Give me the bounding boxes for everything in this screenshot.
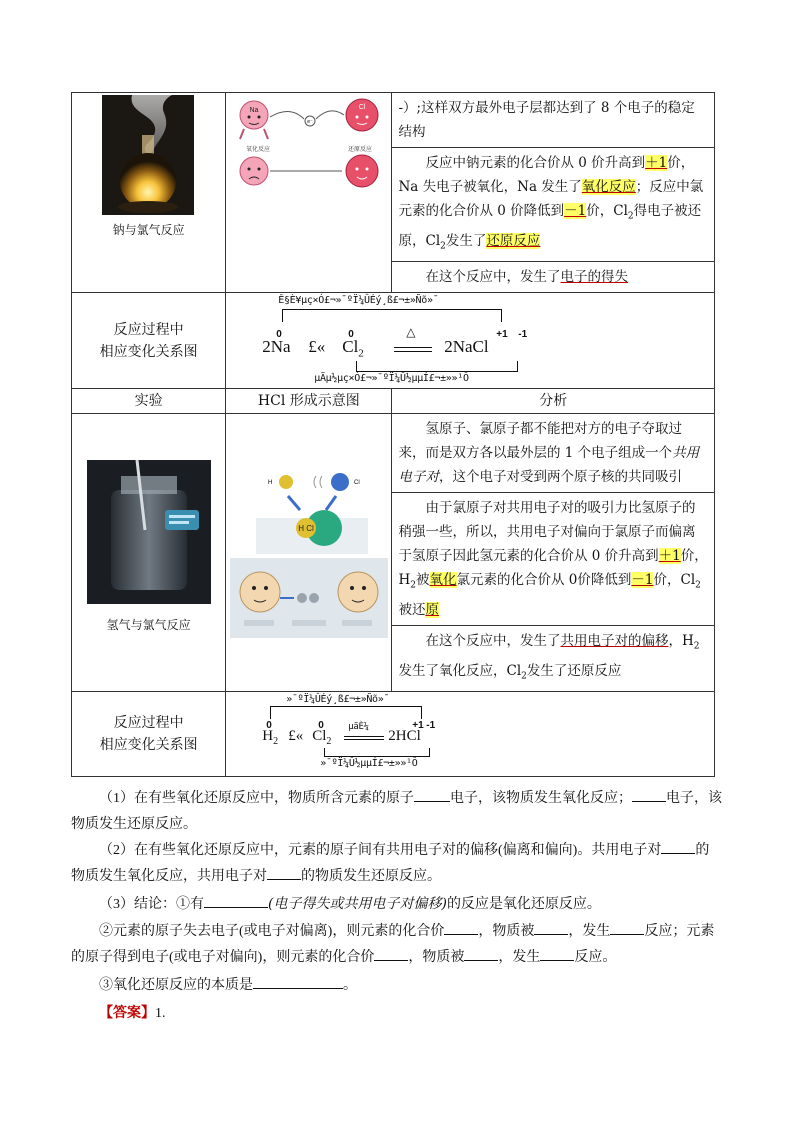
nacl-formation-diagram [230,95,390,195]
blank-q1-b[interactable] [632,787,666,802]
hcl-formation-diagram-cell [226,414,392,692]
na-atom-label-top: Na [249,107,259,114]
sodium-caption: 钠与氯气反应 [112,223,185,237]
h-atom-label: H [268,480,273,487]
header-analysis: 分析 [392,389,715,414]
hcl-eq-condition: µãÈ¼ [348,722,369,733]
sodium-photo-cell [72,93,226,293]
sodium-process-label: 反应过程中 相应变化关系图 [72,293,226,389]
sodium-eq-bottom-text: µÃµ½µç×Ó£¬»¯ºÏ¼Û½µµÍ£¬±»»¹Ô [314,373,469,385]
sodium-analysis-2: 反应中钠元素的化合价从 0 价升高到＋1价，Na 失电子被氧化，Na 发生了氧化反应；反应中氯元素的化合价从 0 价降低到－1价，$Cl_2$得电子被还原，$Cl_2$发生了还原反应 [392,148,714,262]
hcl-analysis-3: 在这个反应中，发生了共用电子对的偏移，$H_2$ 发生了氧化反应，$Cl_2$发生了还原反应 [398,633,700,682]
answer-label: 【答案】 [99,1006,155,1021]
sodium-analysis-1: -）;这样双方最外电子层都达到了 8 个电子的稳定结构 [392,93,714,148]
sodium-eq-reactant-na: 2Na [262,337,291,357]
answer-line [71,1001,723,1027]
header-diagram: HCl 形成示意图 [226,389,392,414]
question-3-part-3: ③氧化还原反应的本质是 。 [71,973,723,999]
blank-q3[interactable] [204,893,268,908]
blank-q5[interactable] [253,974,343,989]
blank-q2-a[interactable] [661,839,695,854]
hcl-jar-photo [87,460,211,604]
hcl-molecule-label: H Cl [298,524,315,534]
question-1: （1）在有些氧化还原反应中，物质所含元素的原子 电子，该物质发生氧化反应； 电子，该物质发生还原反应。 [71,786,723,838]
hcl-cartoon-diagram [230,558,388,638]
sodium-analysis-3: 在这个反应中，发生了电子的得失 [425,269,628,286]
sodium-row [72,93,715,293]
hcl-eq-reactant-cl: $Cl_2$ [312,728,332,748]
hcl-analysis-cell [392,414,715,692]
electron-label: e⁻ [307,119,313,125]
hcl-formation-diagram [236,468,386,554]
oxidation-label: 氧化反应 [246,146,271,153]
answer-text: 1. [155,1006,166,1021]
hcl-analysis-1: 氢原子、氯原子都不能把对方的电子夺取过来，而是双方各以最外层的 1 个电子组成一个共用电子对，这个电子对受到两个原子核的共同吸引 [392,414,714,493]
hcl-equation-cell: »¯ºÏ¼ÛÉý¸ß£¬±»Ñõ»¯ 0 0 +1 -1 $H_2$ £« $Cl_2$ µãÈ¼ 2HCl »¯ºÏ¼Û½µµÍ£¬±»»¹Ô [226,692,715,777]
blank-q4-c[interactable] [610,920,644,935]
blank-q4-f[interactable] [540,946,574,961]
blank-q2-b[interactable] [267,865,301,880]
reaction-table [71,92,715,777]
blank-q4-a[interactable] [444,920,478,935]
sodium-flask-photo [102,95,194,215]
hcl-analysis-2: 由于氯原子对共用电子对的吸引力比氢原子的稍强一些，所以，共用电子对偏向于氯原子而偏离于氢原子因此氢元素的化合价从 0 价升高到＋1价，$H_2$被氧化氯元素的化合价从 0价降低到－1价，$Cl_2$被还原 [392,493,714,626]
header-experiment: 实验 [72,389,226,414]
sodium-eq-condition: △ [406,325,416,340]
blank-q4-e[interactable] [464,946,498,961]
hcl-eq-product: 2HCl [388,728,421,745]
blank-q1-a[interactable] [414,787,450,802]
hcl-header-row [72,389,715,414]
blank-q4-b[interactable] [534,920,568,935]
hcl-photo-cell [72,414,226,692]
cl-atom-label-top: Cl [358,104,366,111]
sodium-eq-product: 2NaCl [444,337,489,357]
reduction-label: 还原反应 [348,146,373,153]
cl-atom-label: Cl [354,480,360,487]
nacl-formation-diagram-cell [226,93,392,293]
question-2: （2）在有些氧化还原反应中，元素的原子间有共用电子对的偏移(偏离和偏向)。共用电子对 的物质发生氧化反应，共用电子对 的物质发生还原反应。 [71,838,723,890]
question-3-part-2: ②元素的原子失去电子(或电子对偏离)，则元素的化合价 ，物质被 ，发生 反应；元素的原子得到电子(或电子对偏向)，则元素的化合价 ，物质被 ，发生 反应。 [71,919,723,971]
sodium-equation-cell: Ê§È¥µç×Ó£¬»¯ºÏ¼ÛÉý¸ß£¬±»Ñõ»¯ 0 0 +1 -1 2Na £« $Cl_2$ △ 2NaCl µÃµ½µç×Ó£¬»¯ºÏ¼Û½µµÍ£¬±»»¹Ô [226,293,715,389]
hcl-equation-row [72,692,715,777]
sodium-analysis-cell [392,93,715,293]
question-3: （3）结论：①有 (电子得失或共用电子对偏移)的反应是氧化还原反应。 [71,891,723,918]
sodium-eq-reactant-cl: $Cl_2$ [342,337,364,360]
hcl-eq-top-text: »¯ºÏ¼ÛÉý¸ß£¬±»Ñõ»¯ [286,694,390,706]
sodium-equation-row [72,293,715,389]
blank-q4-d[interactable] [374,946,408,961]
sodium-eq-top-text: Ê§È¥µç×Ó£¬»¯ºÏ¼ÛÉý¸ß£¬±»Ñõ»¯ [278,295,439,307]
hcl-row [72,414,715,692]
hcl-process-label: 反应过程中 相应变化关系图 [72,692,226,777]
hcl-eq-reactant-h: $H_2$ [262,728,279,748]
hcl-eq-bottom-text: »¯ºÏ¼Û½µµÍ£¬±»»¹Ô [320,758,418,770]
hcl-caption: 氢气与氯气反应 [106,618,191,633]
